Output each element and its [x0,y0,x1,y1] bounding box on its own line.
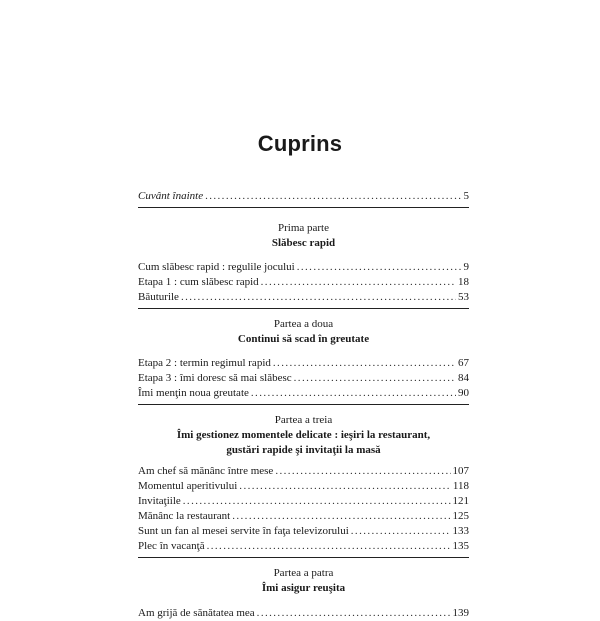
toc-entry-page: 18 [458,276,469,288]
toc-entry [138,386,469,401]
toc-entry-page: 90 [458,387,469,399]
toc-entry-title: Băuturile [138,291,179,303]
toc-entry [138,606,469,621]
toc-entry-page: 135 [452,540,469,552]
toc-entry-title: Plec în vacanţă [138,540,205,552]
toc-entry-title: Etapa 2 : termin regimul rapid [138,357,271,369]
toc-entry-page: 84 [458,372,469,384]
toc-entry-page: 121 [452,495,469,507]
dot-leader [232,509,450,524]
dot-leader [294,371,456,386]
toc-entry [138,356,469,371]
toc-entry-intro [138,189,469,204]
dot-leader [257,606,451,621]
part-title-line-1: Îmi gestionez momentele delicate : ieşiri la restaurant, [176,429,431,441]
toc-entry-title: Mănânc la restaurant [138,510,231,522]
dot-leader [183,494,451,509]
toc-entry [138,371,469,386]
toc-entry-page: 139 [452,607,469,619]
toc-entry-title: Invitaţiile [138,495,181,507]
dot-leader [273,356,456,371]
dot-leader [205,189,461,204]
toc-entry-page: 125 [452,510,469,522]
toc-entry [138,494,469,509]
toc-entry [138,464,469,479]
toc-entry-page: 9 [463,261,469,273]
toc-entry-title: Etapa 3 : îmi doresc să mai slăbesc [138,372,292,384]
toc-entry-title: Momentul aperitivului [138,480,238,492]
table-of-contents [138,189,469,621]
part-label: Partea a treia [274,414,333,426]
toc-entry-page: 67 [458,357,469,369]
part-label: Partea a doua [273,318,334,330]
dot-leader [275,464,450,479]
part-title: Slăbesc rapid [271,237,336,249]
toc-entry [138,260,469,275]
toc-entry [138,509,469,524]
toc-entry-page: 133 [452,525,469,537]
dot-leader [251,386,456,401]
toc-entry [138,479,469,494]
toc-entry-title: Am grijă de sănătatea mea [138,607,255,619]
part-label: Partea a patra [273,567,334,579]
toc-entry [138,524,469,539]
page-title: Cuprins [257,131,343,156]
part-title-line-2: gustări rapide şi invitaţii la masă [226,444,381,456]
dot-leader [351,524,451,539]
dot-leader [239,479,451,494]
toc-entry-title: Cum slăbesc rapid : regulile jocului [138,261,295,273]
part-title: Îmi asigur reuşita [261,582,346,594]
dot-leader [207,539,451,554]
part-title: Continui să scad în greutate [237,333,370,345]
toc-entry-title: Sunt un fan al mesei servite în faţa televizorului [138,525,349,537]
toc-entry-page: 53 [458,291,469,303]
toc-entry [138,275,469,290]
toc-entry [138,290,469,305]
toc-entry [138,539,469,554]
toc-entry-title: Am chef să mănânc între mese [138,465,274,477]
dot-leader [181,290,456,305]
part-label: Prima parte [277,222,329,234]
toc-entry-title: Îmi menţin noua greutate [138,387,249,399]
toc-entry-page: 107 [452,465,469,477]
toc-entry-title: Cuvânt înainte [138,190,204,202]
dot-leader [261,275,456,290]
dot-leader [297,260,462,275]
toc-entry-page: 5 [463,190,469,202]
toc-entry-title: Etapa 1 : cum slăbesc rapid [138,276,259,288]
toc-entry-page: 118 [452,480,469,492]
